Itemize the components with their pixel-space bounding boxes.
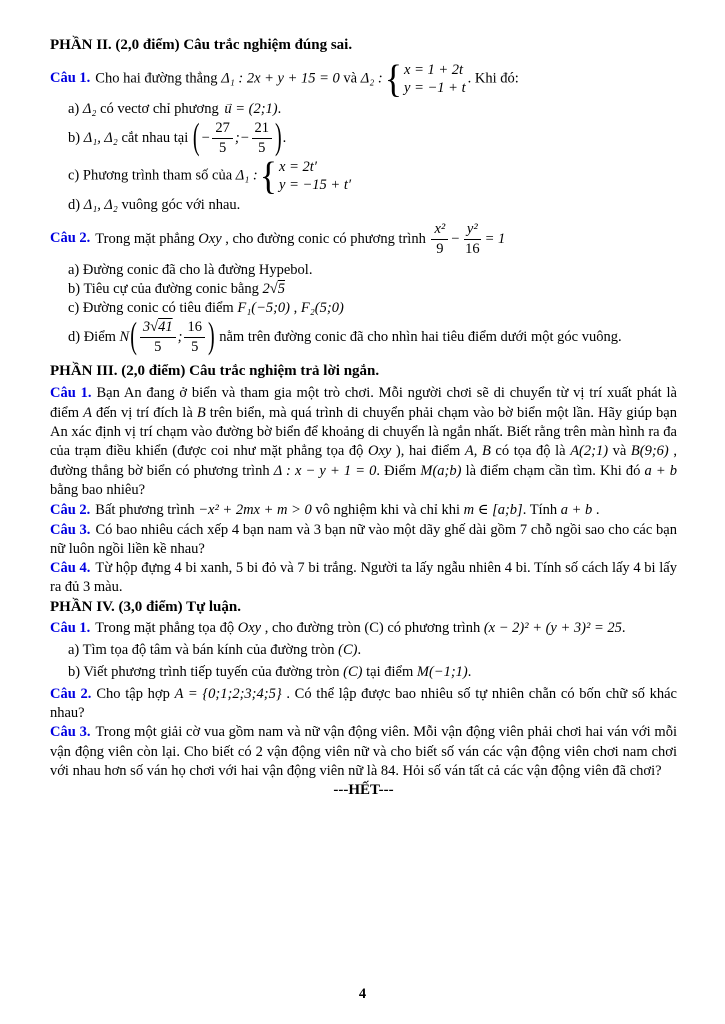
page-number: 4 <box>358 986 367 1002</box>
text-run: Từ hộp đựng 4 bi xanh, 5 bi đỏ và 7 bi trắng. Người ta lấy ngẫu nhiên 4 bi. Tính số cách lấy 4 bi lấy ra đủ 3 màu. <box>50 560 677 596</box>
fraction <box>462 221 483 258</box>
part3-question-3 <box>50 521 677 560</box>
text-run: d) <box>68 197 84 214</box>
question-label: Câu 3. <box>50 724 91 741</box>
math-run: Δ₂ : <box>360 70 383 87</box>
text-run: . Tính <box>522 502 561 519</box>
text-run: a) Đường conic đã cho là đường Hypebol. <box>68 261 313 278</box>
math-run: Δ₁, Δ₂ <box>83 130 118 147</box>
question-label: Câu 2. <box>50 685 92 702</box>
math-run: A, B <box>464 443 491 460</box>
part4-heading: PHẦN IV. (3,0 điểm) Tự luận. <box>50 598 241 615</box>
math-run: = (2;1) <box>231 101 278 117</box>
math-run: (x − 2)² + (y + 3)² = 25 <box>483 619 622 636</box>
denominator: 5 <box>154 339 162 356</box>
text-run: Trong mặt phẳng tọa độ <box>95 619 238 636</box>
numerator: 21 <box>252 120 273 139</box>
part4-question-3 <box>50 723 677 781</box>
fraction <box>140 319 176 356</box>
text-run: Trong mặt phẳng <box>95 230 199 247</box>
text-run: cắt nhau tại <box>117 130 192 147</box>
question-label: Câu 3. <box>50 521 91 538</box>
math-run: Δ : x − y + 1 = 0 <box>273 462 377 479</box>
math-run: 3√ <box>142 319 159 336</box>
denominator: 5 <box>191 339 199 356</box>
numerator: x² <box>431 221 448 240</box>
math-run: m ∈ [a;b] <box>463 502 523 519</box>
text-run: Trong một giải cờ vua gồm nam và nữ vận động viên. Mỗi vận động viên phải chơi hai ván với mỗi vận động viên còn lại. Cho biết có 2 vận động viên nữ và cho biết số ván các vận động viên chơi nam chơi với nhau hơn số ván họ chơi với hai vận động viên nữ là 84. Hỏi số ván tất cả các vận động viên đã chơi? <box>50 724 677 779</box>
math-run: (C) <box>343 664 363 681</box>
math-run: x = 2t′ <box>279 159 317 176</box>
math-run: A <box>83 404 92 421</box>
fraction <box>184 319 205 356</box>
part3-question-2 <box>50 501 677 520</box>
cases-brace: { <box>259 154 278 198</box>
text-run: Cho hai đường thẳng <box>95 70 222 87</box>
part2-q2-item-d <box>68 316 677 358</box>
text-run: a) Tìm tọa độ tâm và bán kính của đường tròn <box>68 642 339 659</box>
text-run: . <box>467 664 472 681</box>
part2-q2-item-b <box>68 280 677 299</box>
math-run: 2√ <box>262 280 278 297</box>
math-run: Δ₁, Δ₂ <box>83 197 118 214</box>
numerator: 16 <box>184 319 205 338</box>
text-run: có vectơ chỉ phương <box>96 101 223 117</box>
radicand: 5 <box>277 280 286 297</box>
question-label: Câu 2. <box>50 230 91 247</box>
text-run: , <box>290 300 301 317</box>
big-right-paren: ) <box>207 316 215 358</box>
part4-question-1 <box>50 619 677 638</box>
cases-body <box>404 61 466 97</box>
text-run: . <box>621 619 626 636</box>
question-label: Câu 1. <box>50 385 92 402</box>
text-run: vô nghiệm khi và chỉ khi <box>311 502 464 519</box>
text-run: b) Viết phương trình tiếp tuyến của đường tròn <box>68 664 344 681</box>
math-run: y = −15 + t′ <box>279 177 352 194</box>
text-run: đến vị trí đích là <box>91 404 197 421</box>
denominator: 9 <box>436 240 444 257</box>
text-run: . <box>357 642 362 659</box>
question-label: Câu 2. <box>50 502 91 519</box>
part3-question-4 <box>50 559 677 598</box>
math-run: F₁(−5;0) <box>237 300 291 317</box>
math-run: (C) <box>338 642 358 659</box>
math-run: ;− <box>234 130 250 147</box>
math-run: Oxy <box>237 619 262 636</box>
fraction <box>252 120 273 157</box>
part4-q1-item-a <box>68 641 677 660</box>
math-run: −x² + 2mx + m > 0 <box>198 502 312 519</box>
text-run: vuông góc với nhau. <box>117 197 241 214</box>
text-run: ), hai điểm <box>391 443 465 460</box>
math-run: B(9;6) <box>630 443 669 460</box>
fraction <box>431 221 448 258</box>
math-run: − <box>200 130 211 147</box>
text-run: Có bao nhiêu cách xếp 4 bạn nam và 3 bạn nữ vào một dãy ghế dài gồm 7 chỗ ngồi sao cho các bạn nữ luôn ngồi liền kề nhau? <box>50 521 677 557</box>
math-run: M(−1;1) <box>416 664 468 681</box>
part2-q2-item-a <box>68 261 677 280</box>
text-run: nằm trên đường conic đã cho nhìn hai tiêu điểm dưới một góc vuông. <box>215 329 622 346</box>
part2-question-1 <box>50 57 677 101</box>
text-run: c) Phương trình tham số của <box>68 167 236 184</box>
math-run: Δ₁ : <box>235 167 258 184</box>
part2-heading: PHẦN II. (2,0 điểm) Câu trắc nghiệm đúng sai. <box>50 37 353 53</box>
part4-question-2 <box>50 685 677 724</box>
part2-q1-item-c <box>68 154 677 198</box>
part4-q1-item-b <box>68 663 677 682</box>
text-run: . <box>277 101 282 117</box>
math-run: u <box>224 101 232 117</box>
denominator: 16 <box>465 240 480 257</box>
text-run: tại điểm <box>362 664 417 681</box>
part2-question-2 <box>50 221 677 258</box>
vector-u <box>224 100 231 119</box>
text-run: trên biển, mà quá trình di chuyển phải chạm vào bờ biển một lần. Hãy giúp bạn An xác định vị trí chạm vào đường bờ biển để khoảng di chuyển là ngắn nhất. Biết rằng trên màn hình ra đa của trạm điều khiển (được coi như mặt phẳng tọa độ <box>50 404 677 460</box>
text-run: , cho đường conic có phương trình <box>221 230 430 247</box>
part2-q1-item-d <box>68 196 677 215</box>
text-run: . Điểm <box>376 462 421 479</box>
math-run: x = 1 + 2t <box>404 62 464 78</box>
question-label: Câu 1. <box>50 70 91 87</box>
text-run: . <box>592 502 600 519</box>
end-marker: ---HẾT--- <box>333 782 394 799</box>
text-run: a) <box>68 101 83 117</box>
math-run: F₂(5;0) <box>300 300 344 317</box>
text-run: Bất phương trình <box>95 502 199 519</box>
math-run: A(2;1) <box>570 443 609 460</box>
exam-content <box>50 36 677 800</box>
part2-q2-item-c <box>68 299 677 318</box>
math-run: Oxy <box>367 443 392 460</box>
math-run: − <box>450 230 461 247</box>
text-run: Cho tập hợp <box>96 685 175 702</box>
big-right-paren: ) <box>275 117 282 158</box>
numerator: y² <box>464 221 481 240</box>
equation-system <box>384 57 466 101</box>
numerator <box>140 319 176 338</box>
math-run: = 1 <box>484 230 506 247</box>
numerator: 27 <box>212 120 233 139</box>
big-left-paren: ( <box>192 117 200 158</box>
text-run: , đường thẳng bờ biển có phương trình <box>50 443 677 479</box>
text-run: , cho đường tròn (C) có phương trình <box>261 619 484 636</box>
math-run: M(a;b) <box>420 462 462 479</box>
cases-brace: { <box>384 57 403 101</box>
denominator: 5 <box>258 140 266 157</box>
radicand: 41 <box>158 319 173 336</box>
math-run: y = −1 + t <box>404 80 466 96</box>
math-run: Oxy <box>198 230 222 247</box>
text-run: b) Tiêu cự của đường conic bằng <box>68 280 263 297</box>
text-run: bằng bao nhiêu? <box>50 481 146 498</box>
math-run: a + b <box>644 462 677 479</box>
text-run: d) Điểm <box>68 329 120 346</box>
text-run: c) Đường conic có tiêu điểm <box>68 300 238 317</box>
text-run: và <box>339 70 361 87</box>
cases-body <box>279 158 351 194</box>
denominator: 5 <box>219 140 227 157</box>
math-run: a + b <box>560 502 593 519</box>
math-run: A = {0;1;2;3;4;5} <box>174 685 282 702</box>
text-run: . <box>282 130 287 147</box>
equation-system <box>259 154 352 198</box>
math-run: Δ₂ <box>82 101 97 117</box>
part2-q1-item-a <box>68 100 677 119</box>
text-run: b) <box>68 130 84 147</box>
fraction <box>212 120 233 157</box>
text-run: có tọa độ là <box>490 443 571 460</box>
math-run: N <box>119 329 130 346</box>
text-run: . Có thể lập được bao nhiêu số tự nhiên chẵn có bốn chữ số khác nhau? <box>50 685 677 721</box>
big-left-paren: ( <box>130 316 137 358</box>
text-run: Bạn An đang ở biển và tham gia một trò chơi. Mỗi người chơi sẽ di chuyển từ vị trí xuất phát là điểm <box>50 385 677 421</box>
math-run: ; <box>177 329 183 346</box>
text-run: là điểm chạm cần tìm. Khi đó <box>461 462 645 479</box>
question-label: Câu 1. <box>50 619 91 636</box>
part3-question-1 <box>50 384 677 500</box>
math-run: B <box>196 404 206 421</box>
text-run: và <box>608 443 631 460</box>
math-run: Δ₁ : 2x + y + 15 = 0 <box>221 70 340 87</box>
text-run: . Khi đó: <box>467 70 519 87</box>
question-label: Câu 4. <box>50 560 91 577</box>
part2-q1-item-b <box>68 117 677 158</box>
part3-heading: PHẦN III. (2,0 điểm) Câu trắc nghiệm trả lời ngắn. <box>50 363 380 380</box>
